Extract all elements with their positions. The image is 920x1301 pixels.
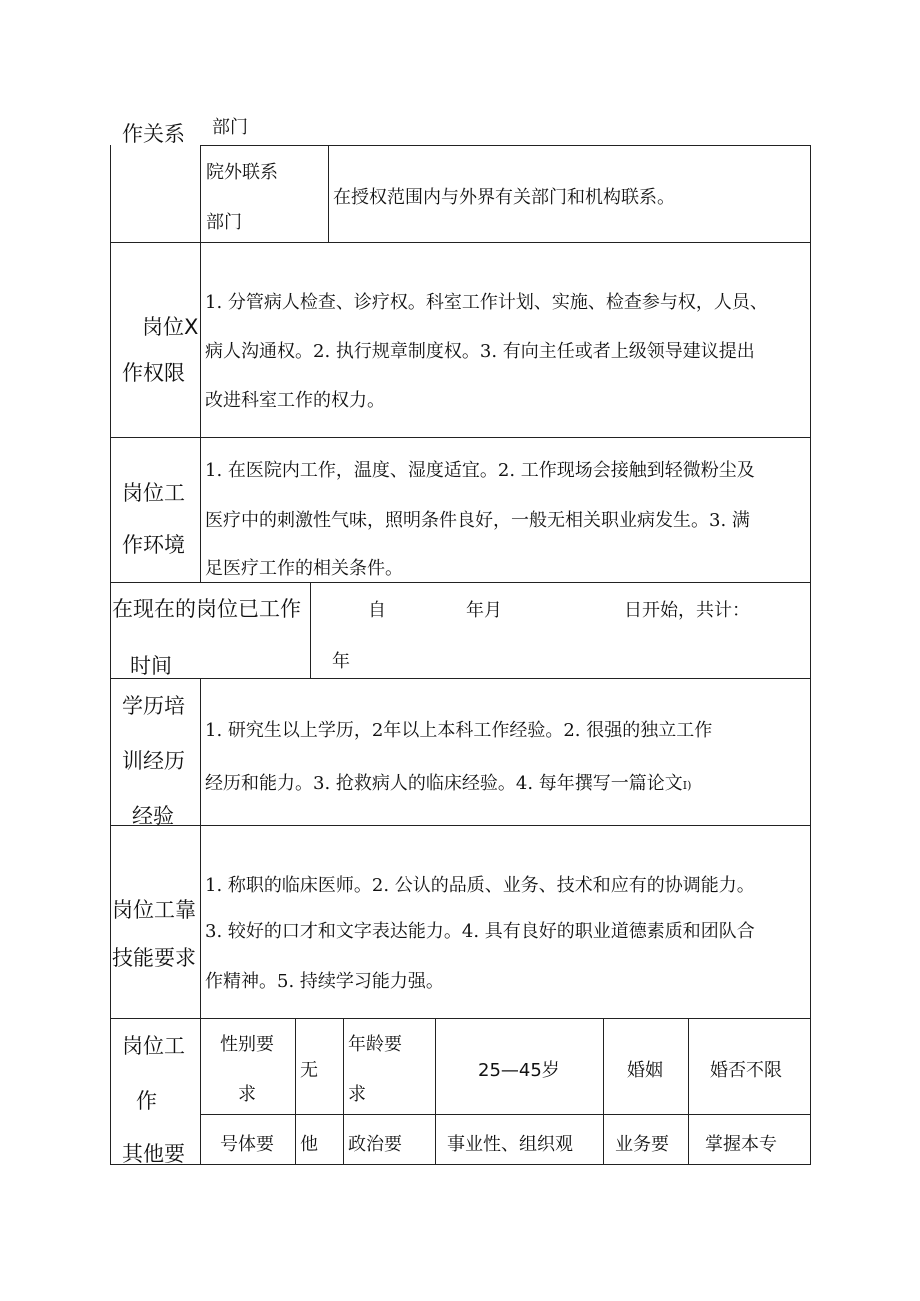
grid-label-column-divider-lower — [200, 678, 201, 1165]
marriage-value: 婚否不限 — [710, 1060, 782, 1081]
age-label-line1: 年龄要 — [348, 1034, 402, 1055]
body-value: 他 — [300, 1134, 318, 1155]
politics-value: 事业性、组织观 — [447, 1134, 573, 1155]
grid-external-divider — [328, 145, 329, 242]
authority-text-line3: 改进科室工作的权力。 — [205, 390, 385, 411]
grid-hline — [200, 1114, 811, 1115]
external-dept-name-line2: 部门 — [206, 212, 242, 233]
skills-text-line1: 1. 称职的临床医师。2. 公认的品质、业务、技术和应有的协调能力。 — [205, 875, 755, 896]
tenure-from: 自 — [368, 600, 386, 621]
authority-text-line1: 1. 分管病人检查、诊疗权。科室工作计划、实施、检查参与权，人员、 — [205, 292, 768, 313]
grid-hline — [110, 582, 811, 583]
other-label-line1: 岗位工 — [122, 1034, 185, 1058]
environment-text-line2: 医疗中的刺激性气味，照明条件良好，一般无相关职业病发生。3. 满 — [205, 510, 750, 531]
tenure-label-line1: 在现在的岗位已工作 — [112, 597, 301, 621]
tenure-label-line2: 时间 — [130, 654, 172, 678]
authority-label-line1: 岗位X — [142, 315, 199, 339]
education-label-line3: 经验 — [132, 804, 174, 828]
education-text-line1: 1. 研究生以上学历，2年以上本科工作经验。2. 很强的独立工作 — [205, 720, 713, 741]
external-dept-name-line1: 院外联系 — [206, 162, 278, 183]
skills-label-line1: 岗位工靠 — [112, 898, 196, 922]
grid-right-border — [810, 145, 811, 1165]
body-label: 号体要 — [220, 1134, 274, 1155]
grid-tenure-divider — [310, 582, 311, 678]
gender-label-line2: 求 — [238, 1084, 256, 1105]
education-label-line1: 学历培 — [122, 694, 185, 718]
marriage-label: 婚姻 — [627, 1060, 663, 1081]
gender-label-line1: 性别要 — [220, 1034, 274, 1055]
authority-text-line2: 病人沟通权。2. 执行规章制度权。3. 有向主任或者上级领导建议提出 — [205, 341, 755, 362]
skills-text-line3: 作精神。5. 持续学习能力强。 — [205, 971, 444, 992]
grid-hline — [200, 145, 811, 146]
environment-text-line1: 1. 在医院内工作，温度、湿度适宜。2. 工作现场会接触到轻微粉尘及 — [205, 460, 755, 481]
authority-label-line2: 作权限 — [122, 361, 185, 385]
grid-label-column-divider — [200, 145, 201, 582]
environment-label-line2: 作环境 — [122, 533, 185, 557]
environment-label-line1: 岗位工 — [122, 481, 185, 505]
grid-hline — [110, 825, 811, 826]
politics-label: 政治要 — [348, 1134, 402, 1155]
education-text-line2-main: 经历和能力。3. 抢救病人的临床经验。4. 每年撰写一篇论文 — [205, 773, 683, 794]
grid-hline — [110, 242, 811, 243]
grid-hline — [110, 437, 811, 438]
grid-vline — [295, 1018, 296, 1165]
grid-vline — [603, 1018, 604, 1165]
tenure-year: 年 — [332, 651, 350, 672]
grid-hline — [110, 1018, 811, 1019]
grid-vline — [435, 1018, 436, 1165]
grid-vline — [688, 1018, 689, 1165]
dept-label-tail: 部门 — [212, 117, 248, 138]
tenure-year-month: 年月 — [466, 600, 502, 621]
other-label-line3: 其他要 — [122, 1142, 185, 1166]
grid-vline — [343, 1018, 344, 1165]
education-text-line2 — [205, 769, 691, 795]
tenure-day-start: 日开始，共计： — [624, 600, 750, 621]
grid-hline — [110, 678, 811, 679]
education-text-line2-tail: I) — [682, 779, 692, 792]
skills-text-line2: 3. 较好的口才和文字表达能力。4. 具有良好的职业道德素质和团队合 — [205, 921, 755, 942]
grid-bottom-border — [110, 1164, 811, 1165]
gender-value: 无 — [300, 1060, 318, 1081]
grid-left-border — [110, 145, 111, 1165]
business-value: 掌握本专 — [705, 1134, 777, 1155]
business-label: 业务要 — [615, 1134, 669, 1155]
environment-text-line3: 足医疗工作的相关条件。 — [205, 558, 403, 579]
other-label-line2: 作 — [136, 1089, 157, 1113]
age-label-line2: 求 — [348, 1084, 366, 1105]
relation-label-tail: 作关系 — [122, 122, 185, 146]
education-label-line2: 训经历 — [122, 749, 185, 773]
skills-label-line2: 技能要求 — [112, 946, 196, 970]
external-dept-content: 在授权范围内与外界有关部门和机构联系。 — [333, 187, 675, 208]
age-value: 25—45岁 — [478, 1060, 560, 1081]
